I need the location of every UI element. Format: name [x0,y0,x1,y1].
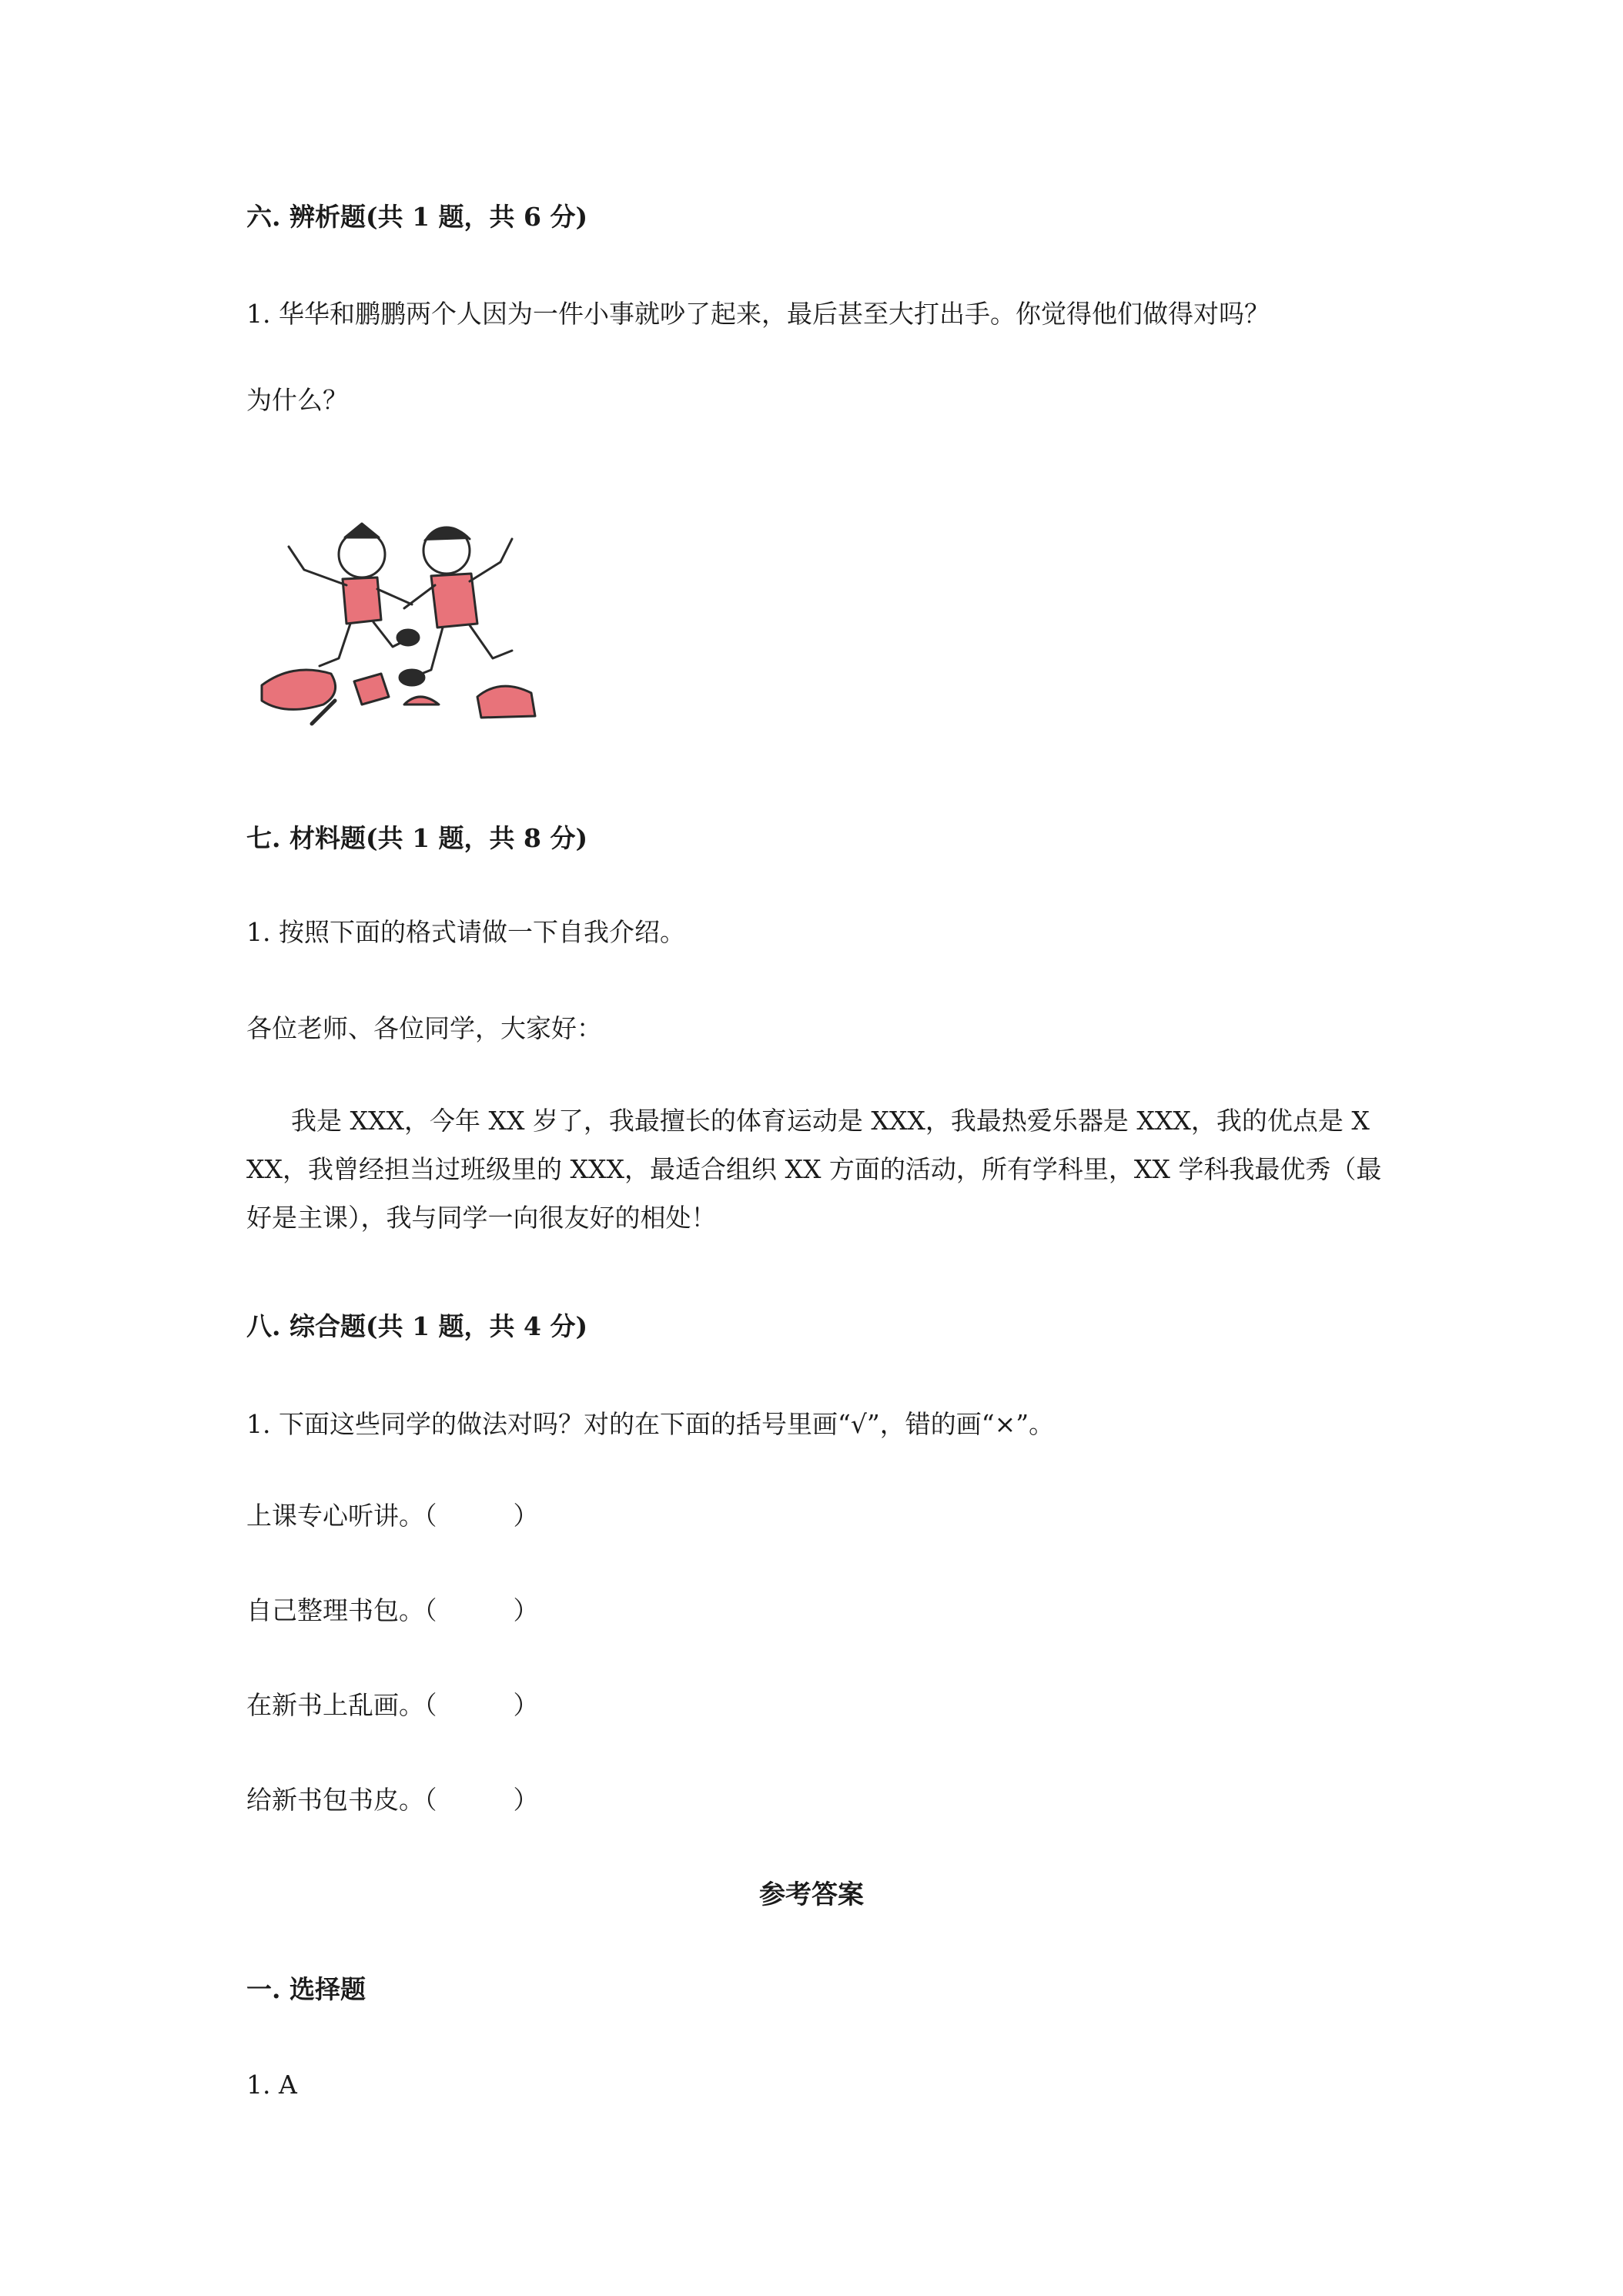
section6-heading: 六. 辨析题(共 1 题，共 6 分) [246,202,588,232]
section8-question-1: 1. 下面这些同学的做法对吗？对的在下面的括号里画“√”，错的画“×”。 [246,1409,1055,1439]
section6-question-1-line-2: 为什么？ [246,385,348,415]
section8-item: 给新书包书皮。（ ） [246,1785,539,1815]
self-intro-template-text: 我是 XXX，今年 XX 岁了，我最擅长的体育运动是 XXX，我最热爱乐器是 XXX，我的优点是 XXX，我曾经担当过班级里的 XXX，最适合组织 XX 方面的活动，所有学科里，XX 学科我最优秀（最好是主课），我与同学一向很友好的相处！ [246,1106,1382,1233]
answers-section1-heading: 一. 选择题 [246,1974,366,2004]
section8-item: 上课专心听讲。（ ） [246,1501,539,1531]
section8-item: 自己整理书包。（ ） [246,1595,539,1625]
section8-heading: 八. 综合题(共 1 题，共 4 分) [246,1311,588,1341]
section8-item: 在新书上乱画。（ ） [246,1690,539,1720]
section7-heading: 七. 材料题(共 1 题，共 8 分) [246,823,588,853]
section7-question-1: 1. 按照下面的格式请做一下自我介绍。 [246,917,685,947]
answers-title: 参考答案 [759,1879,864,1910]
section6-question-1-line-1: 1. 华华和鹏鹏两个人因为一件小事就吵了起来，最后甚至大打出手。你觉得他们做得对吗？ [246,299,1270,329]
section7-greeting: 各位老师、各位同学，大家好： [246,1013,602,1043]
section7-paragraph [246,1096,1386,1242]
fighting-boys-illustration-icon [246,493,562,739]
answer-1: 1. A [246,2070,297,2100]
